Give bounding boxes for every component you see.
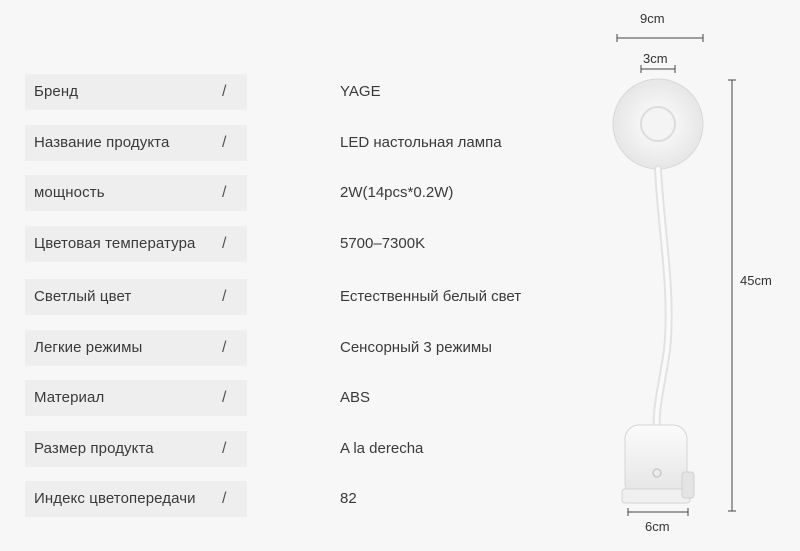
separator: /	[222, 83, 227, 100]
spec-label: Название продукта	[34, 134, 170, 151]
dimension-inner-ring: 3cm	[643, 51, 668, 66]
clip	[682, 472, 694, 498]
separator: /	[222, 134, 227, 151]
spec-row-modes	[25, 330, 550, 366]
separator: /	[222, 235, 227, 252]
spec-row-product-size	[25, 431, 550, 467]
spec-label: Размер продукта	[34, 440, 154, 457]
spec-label: Индекс цветопередачи	[34, 490, 196, 507]
label-cell	[25, 175, 247, 211]
spec-value: LED настольная лампа	[340, 134, 502, 151]
dimension-height: 45cm	[740, 273, 772, 288]
label-cell	[25, 125, 247, 161]
spec-row-color-temperature	[25, 226, 550, 262]
separator: /	[222, 490, 227, 507]
spec-row-brand	[25, 74, 550, 110]
spec-row-material	[25, 380, 550, 416]
label-cell	[25, 380, 247, 416]
spec-value: 2W(14pcs*0.2W)	[340, 184, 454, 201]
spec-label: мощность	[34, 184, 105, 201]
lamp-head-center	[641, 107, 675, 141]
spec-value: A la derecha	[340, 440, 424, 457]
spec-label: Светлый цвет	[34, 288, 132, 305]
spec-row-product-name	[25, 125, 550, 161]
spec-row-light-color	[25, 279, 550, 315]
label-cell	[25, 226, 247, 262]
label-cell	[25, 279, 247, 315]
separator: /	[222, 184, 227, 201]
label-cell	[25, 330, 247, 366]
label-cell	[25, 481, 247, 517]
separator: /	[222, 288, 227, 305]
spec-row-cri	[25, 481, 550, 517]
spec-value: 5700–7300K	[340, 235, 426, 252]
clip-base	[622, 489, 690, 503]
lamp-base	[625, 425, 687, 497]
spec-value: Естественный белый свет	[340, 288, 522, 305]
spec-label: Материал	[34, 389, 105, 406]
spec-row-power	[25, 175, 550, 211]
spec-value: 82	[340, 490, 357, 507]
separator: /	[222, 440, 227, 457]
label-cell	[25, 74, 247, 110]
spec-value: YAGE	[340, 83, 381, 100]
separator: /	[222, 389, 227, 406]
spec-label: Цветовая температура	[34, 235, 196, 252]
separator: /	[222, 339, 227, 356]
spec-value: ABS	[340, 389, 371, 406]
spec-label: Бренд	[34, 83, 79, 100]
spec-value: Сенсорный 3 режимы	[340, 339, 492, 356]
dimension-base-width: 6cm	[645, 519, 670, 534]
dimension-width-top: 9cm	[640, 11, 665, 26]
spec-label: Легкие режимы	[34, 339, 143, 356]
label-cell	[25, 431, 247, 467]
